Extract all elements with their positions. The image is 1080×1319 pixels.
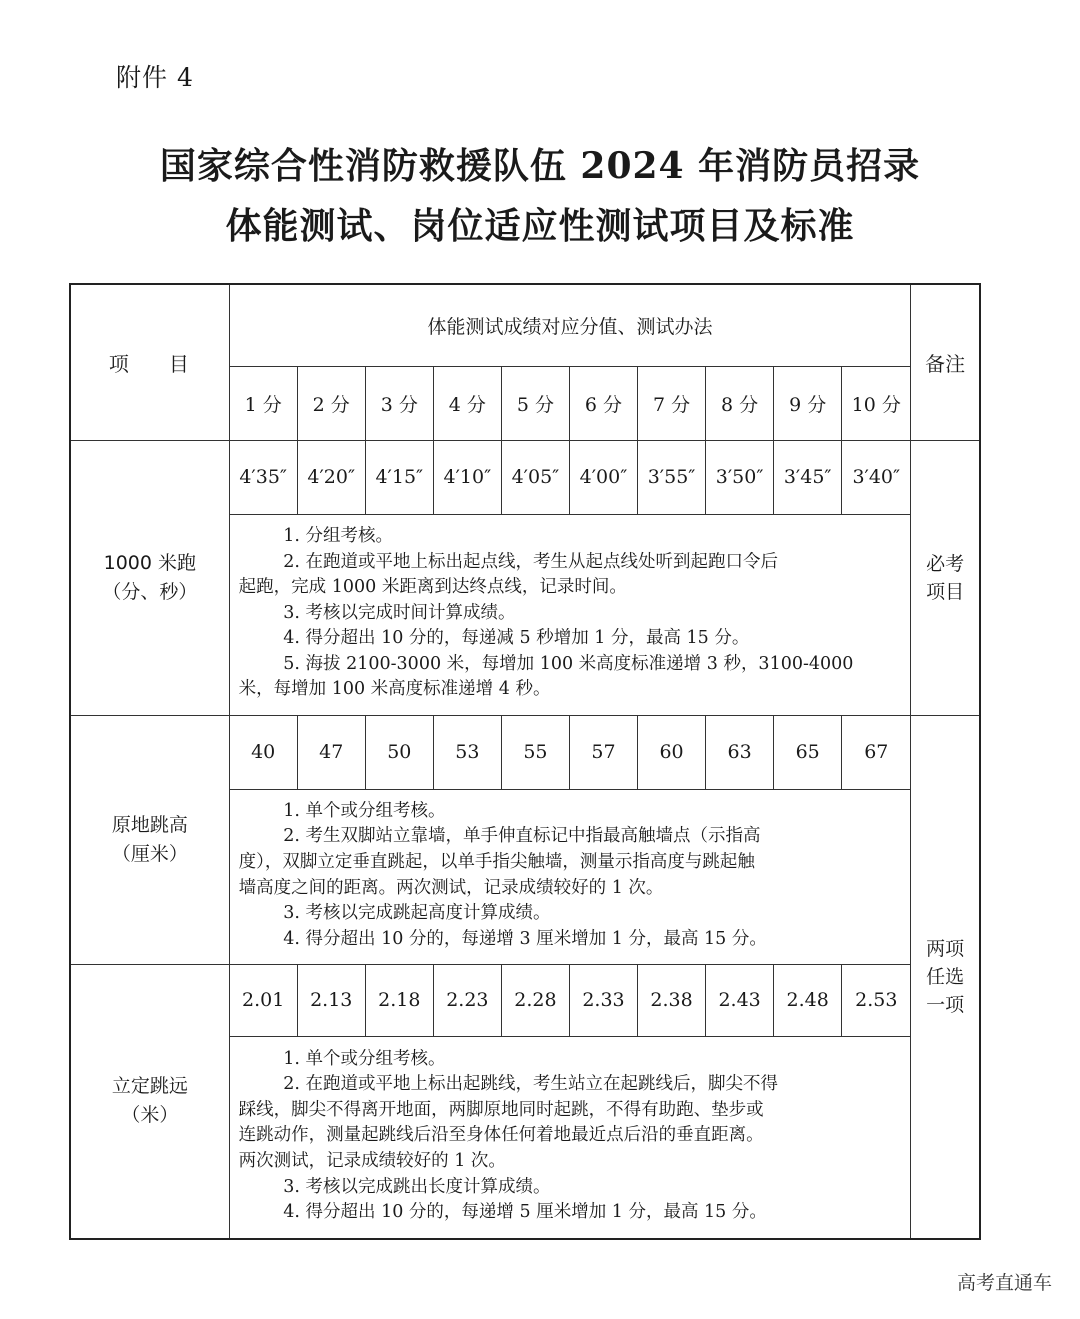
jump-remark-line1: 两项 <box>926 937 965 960</box>
longjump-item-name-line1: 立定跳远 <box>111 1075 188 1098</box>
score-method-header: 体能测试成绩对应分值、测试办法 <box>229 284 911 366</box>
jump-remark-line2: 任选 <box>926 965 965 988</box>
run-value-9: 3′45″ <box>774 440 842 514</box>
run-value-3: 4′15″ <box>365 440 433 514</box>
source-watermark: 高考直通车 <box>956 1272 1052 1294</box>
longjump-method <box>229 1036 911 1239</box>
header-row <box>70 284 980 366</box>
document-title-line2: 体能测试、岗位适应性测试项目及标准 <box>225 205 855 247</box>
highjump-value-3: 50 <box>365 715 433 789</box>
longjump-method-line: 4. 得分超出 10 分的，每递增 5 厘米增加 1 分，最高 15 分。 <box>283 1202 767 1223</box>
longjump-value-8: 2.43 <box>706 964 774 1036</box>
run-value-5: 4′05″ <box>501 440 569 514</box>
item-header-cell <box>70 284 229 440</box>
longjump-value-5: 2.28 <box>501 964 569 1036</box>
score-header-2: 2 分 <box>297 366 365 440</box>
run-remark <box>911 440 980 715</box>
run-value-8: 3′50″ <box>706 440 774 514</box>
run-remark-line2: 项目 <box>926 580 965 603</box>
highjump-value-9: 65 <box>774 715 842 789</box>
highjump-value-8: 63 <box>706 715 774 789</box>
highjump-value-10: 67 <box>842 715 911 789</box>
run-item-name-line2: （分、秒） <box>102 580 198 603</box>
highjump-value-6: 57 <box>569 715 637 789</box>
document-title-line1: 国家综合性消防救援队伍 2024 年消防员招录 <box>159 145 921 187</box>
attachment-label: 附件 4 <box>116 63 194 92</box>
longjump-method-line: 两次测试，记录成绩较好的 1 次。 <box>238 1151 506 1172</box>
score-header-3: 3 分 <box>365 366 433 440</box>
run-values-row <box>70 440 980 514</box>
longjump-method-line: 2. 在跑道或平地上标出起跳线，考生站立在起跳线后，脚尖不得 <box>283 1074 779 1095</box>
longjump-value-9: 2.48 <box>774 964 842 1036</box>
jump-remark-line3: 一项 <box>926 993 965 1016</box>
run-method-line: 3. 考核以完成时间计算成绩。 <box>283 602 516 623</box>
longjump-value-6: 2.33 <box>569 964 637 1036</box>
longjump-value-10: 2.53 <box>842 964 911 1036</box>
run-remark-line1: 必考 <box>926 552 965 575</box>
highjump-method-line: 4. 得分超出 10 分的，每递增 3 厘米增加 1 分，最高 15 分。 <box>283 928 767 949</box>
run-item-name-line1: 1000 米跑 <box>103 551 197 574</box>
run-item-name <box>70 440 229 715</box>
run-method-line: 1. 分组考核。 <box>283 525 394 546</box>
highjump-value-7: 60 <box>638 715 706 789</box>
item-header-label-2: 目 <box>168 351 191 376</box>
run-method-line: 5. 海拔 2100-3000 米，每增加 100 米高度标准递增 3 秒，3100-4000 <box>283 653 854 674</box>
longjump-values-row <box>70 964 980 1036</box>
longjump-value-2: 2.13 <box>297 964 365 1036</box>
longjump-value-7: 2.38 <box>638 964 706 1036</box>
score-header-9: 9 分 <box>774 366 842 440</box>
highjump-method <box>229 789 911 964</box>
longjump-method-line: 踩线，脚尖不得离开地面，两脚原地同时起跳，不得有助跑、垫步或 <box>238 1099 764 1120</box>
run-value-1: 4′35″ <box>229 440 297 514</box>
remark-header: 备注 <box>911 284 980 440</box>
score-header-7: 7 分 <box>638 366 706 440</box>
longjump-method-line: 1. 单个或分组考核。 <box>283 1048 446 1069</box>
run-value-2: 4′20″ <box>297 440 365 514</box>
item-header-label: 项 <box>108 351 131 376</box>
longjump-method-line: 连跳动作，测量起跳线后沿至身体任何着地最近点后沿的垂直距离。 <box>238 1125 764 1146</box>
highjump-value-5: 55 <box>501 715 569 789</box>
score-header-8: 8 分 <box>706 366 774 440</box>
highjump-method-line: 3. 考核以完成跳起高度计算成绩。 <box>283 903 551 924</box>
highjump-value-4: 53 <box>433 715 501 789</box>
run-value-7: 3′55″ <box>638 440 706 514</box>
score-header-1: 1 分 <box>229 366 297 440</box>
highjump-item-name-line1: 原地跳高 <box>111 813 188 836</box>
run-method-line: 2. 在跑道或平地上标出起点线，考生从起点线处听到起跑口令后 <box>283 551 779 572</box>
run-value-10: 3′40″ <box>842 440 911 514</box>
highjump-method-line: 2. 考生双脚站立靠墙，单手伸直标记中指最高触墙点（示指高 <box>283 826 761 847</box>
run-value-6: 4′00″ <box>569 440 637 514</box>
run-method <box>229 514 911 715</box>
run-value-4: 4′10″ <box>433 440 501 514</box>
highjump-value-2: 47 <box>297 715 365 789</box>
longjump-method-line: 3. 考核以完成跳出长度计算成绩。 <box>283 1176 551 1197</box>
longjump-value-4: 2.23 <box>433 964 501 1036</box>
highjump-values-row <box>70 715 980 789</box>
run-method-line: 米，每增加 100 米高度标准递增 4 秒。 <box>238 679 551 700</box>
highjump-method-line: 度），双脚立定垂直跳起，以单手指尖触墙，测量示指高度与跳起触 <box>238 851 755 872</box>
jump-shared-remark <box>911 715 980 1239</box>
score-header-4: 4 分 <box>433 366 501 440</box>
longjump-value-3: 2.18 <box>365 964 433 1036</box>
highjump-value-1: 40 <box>229 715 297 789</box>
score-header-6: 6 分 <box>569 366 637 440</box>
longjump-item-name <box>70 964 229 1239</box>
run-method-line: 4. 得分超出 10 分的，每递减 5 秒增加 1 分，最高 15 分。 <box>283 628 750 649</box>
highjump-item-name <box>70 715 229 964</box>
score-header-10: 10 分 <box>842 366 911 440</box>
score-header-5: 5 分 <box>501 366 569 440</box>
highjump-method-line: 墙高度之间的距离。两次测试，记录成绩较好的 1 次。 <box>238 877 664 898</box>
run-method-line: 起跑，完成 1000 米距离到达终点线，记录时间。 <box>238 577 627 598</box>
highjump-method-line: 1. 单个或分组考核。 <box>283 800 446 821</box>
longjump-item-name-line2: （米） <box>121 1104 179 1127</box>
longjump-value-1: 2.01 <box>229 964 297 1036</box>
highjump-item-name-line2: （厘米） <box>111 842 188 865</box>
standards-table <box>69 283 981 1240</box>
